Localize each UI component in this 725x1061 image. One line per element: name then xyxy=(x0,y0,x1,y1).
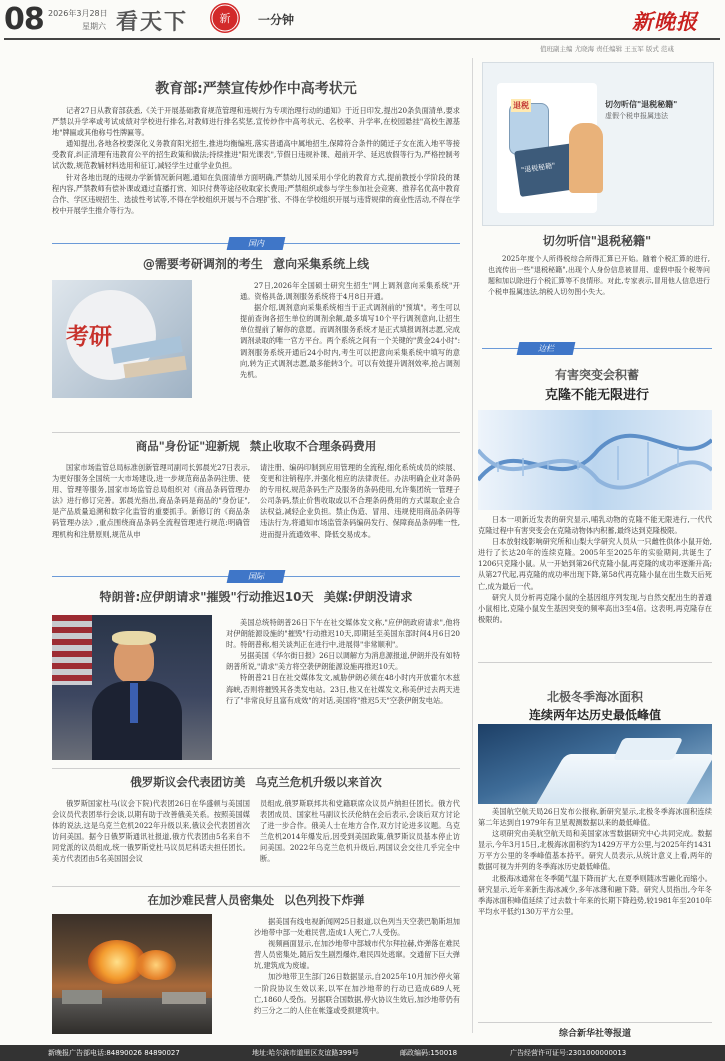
section-divider xyxy=(52,432,460,433)
article-headline: 特朗普:应伊朗请求"摧毁"行动推迟10天 xyxy=(99,590,314,604)
trump-photo xyxy=(52,615,212,760)
section-divider xyxy=(52,768,460,769)
editor-credits xyxy=(540,44,674,53)
article-paragraph: 据美国有线电视新闻网25日报道,以色列当天空袭巴勒斯坦加沙地带中部一处难民营,造成1人死亡,7人受伤。 xyxy=(254,917,460,938)
article-headline: 禁止收取不合理条码费用 xyxy=(249,439,377,453)
credit-label: 责任编辑 xyxy=(596,45,623,53)
newspaper-logo: 新晚报 xyxy=(632,9,698,34)
cartoon-caption: 虚假个税申报属违法 xyxy=(605,112,668,120)
article-trump xyxy=(52,587,460,765)
article-paragraph: 另据美国《华尔街日报》26日以调解方为消息源报道,伊朗并没有如特朗普所说,"请求"美方将空袭伊朗能源设施再推迟10天。 xyxy=(226,651,460,672)
article-barcode xyxy=(52,436,460,566)
article-paragraph: 据介绍,调剂意向采集系统相当于正式调剂前的"预填"。考生可以提前查询各招生单位的调剂余额,最多填写10个平行调剂意向,让招生单位提前了解你的意愿。而调剂服务系统才是正式填报调剂志愿,完成调剂录取的唯一官方平台。两个系统之间有一个关键的"黄金24小时":调剂服务系统开通后24小时内,考生可以把意向采集系统中填写的意向,转为正式调剂志愿,最多能转3个。可以有效提升调剂效率,抢占调剂先机。 xyxy=(240,303,460,379)
sidebar-headline: 切勿听信"退税秘籍" xyxy=(542,234,652,248)
cartoon-label: "退税秘籍" xyxy=(520,161,556,175)
category-label: 边栏 xyxy=(538,344,554,353)
masthead xyxy=(0,0,725,54)
category-band-sidebar xyxy=(482,342,712,355)
article-headline: 教育部:严禁宣传炒作中高考状元 xyxy=(155,81,357,97)
sidebar-headline: 克隆不能无限进行 xyxy=(544,388,649,403)
article-paragraph: 美国总统特朗普26日下午在社交媒体发文称,"应伊朗政府请求",他将对伊朗能源设施的"摧毁"行动推迟10天,即期延至美国东部时间4月6日20时。特朗普称,相关谈判正在进行中,进展得"非常顺利"。 xyxy=(226,618,460,650)
dna-image xyxy=(478,410,712,510)
footer-hotline: 新晚报广告部电话:84890026 84890027 xyxy=(48,1049,180,1057)
article-paragraph: 27日,2026年全国硕士研究生招生"网上调剂意向采集系统"开通。资格具备,调剂服务系统将于4月8日开通。 xyxy=(240,281,460,302)
credit-label: 版式 xyxy=(645,45,659,53)
credit-divider xyxy=(478,1022,712,1023)
kaoyan-image xyxy=(52,280,192,398)
cartoon-label: 退税 xyxy=(513,101,529,110)
footer-bar xyxy=(0,1045,725,1061)
sidebar-headline: 北极冬季海冰面积 xyxy=(546,690,643,704)
sidebar-paragraph: 日本一项新近发表的研究显示,哺乳动物的克隆不能无限进行,一代代克隆过程中有害突变会在克隆动物体内积蓄,最终达到克隆极限。 xyxy=(478,515,712,536)
article-headline: @需要考研调剂的考生 xyxy=(142,257,263,271)
sidebar-paragraph: 这项研究由美航空航天局和美国家冰雪数据研究中心共同完成。数据显示,今年3月15日,北极海冰面积约为1429万平方公里,与2025年约1431万平方公里的冬季峰值基本持平。研究人员表示,从统计意义上看,两年的数据可视为并列的冬季海冰历史最低峰值。 xyxy=(478,829,712,872)
article-russia xyxy=(52,772,460,884)
sidebar-headline: 连续两年达历史最低峰值 xyxy=(528,708,661,722)
sidebar-paragraph: 2025年度个人所得税综合所得汇算已开始。随着个税汇算的进行,也流传出一些"退税秘籍",出现个人身份信息被冒用、虚假申报个税等问题和加以除进行个税汇算等不良情形。对此,专家表示,冒用他人信息进行个税申报属违法,纳税人切勿图小失大。 xyxy=(488,255,710,296)
section-divider xyxy=(52,886,460,887)
cartoon-caption: 切勿听信"退税秘籍" xyxy=(605,100,678,109)
sidebar-paragraph: 日本放射线影响研究所和山梨大学研究人员从一只雌性供体小鼠开始,进行了长达20年的连续克隆。2005年至2025年的实验期间,共诞生了1206只克隆小鼠。从一开始到第26代克隆小鼠,再克隆的成功率逐渐升高;从第27代起,再克隆的成功率出现下降,第58代再克隆小鼠在出生数天后死亡,成为最后一代。 xyxy=(478,537,712,591)
kaoyan-image-caption: 考研 xyxy=(66,323,112,350)
masthead-rule xyxy=(4,38,720,40)
credit-label: 值班副主编 xyxy=(540,45,573,53)
article-paragraph: 通知提出,各地各校要深化义务教育阳光招生,推进均衡编班,落实普通高中属地招生,保障符合条件的随迁子女在流入地平等接受教育,纠正清理有违教育公平的招生政策和做法;持续推进"阳光课表",节假日违规补课、超前开学、延迟放假等行为,严格控制考试次数,规范教辅材料选用和征订,减轻学生过重学业负担。 xyxy=(52,139,460,171)
footer-license: 广告经营许可证号:2301000000013 xyxy=(510,1049,627,1057)
article-column-text: 请注册、编码印制到应用管理的全流程,细化系统成员的续展、变更和注销程序,并强化相应的法律责任。办法明确企业对条码的专用权,规范条码生产及服务的条码使用,允许集团统一管理子公司条码,禁止价售收取或以不合理条码费用的方式谋取企业合法权益,减轻企业负担。禁止伪造、冒用、违规使用商品条码等违法行为,将通知市场监管条码编码发行、保障商品条码唯一性,进而提升流通效率、降低交易成本。 xyxy=(260,463,460,539)
sidebar-paragraph: 研究人员分析再克隆小鼠的全基因组序列发现,与自然交配出生的普通小鼠相比,克隆小鼠发生基因突变的频率高出3至4倍。这表明,再克隆存在极限的。 xyxy=(478,592,712,624)
section-divider xyxy=(478,662,712,663)
page-number: 08 xyxy=(4,2,44,37)
tax-cartoon xyxy=(482,62,714,226)
article-paragraph: 特朗普21日在社交媒体发文,威胁伊朗必须在48小时内开放霍尔木兹海峡,否则将摧毁其各类发电站。23日,他又在社媒发文,称美伊过去两天进行了"非常良好且富有成效"的对话,美国将"推迟5天"空袭伊朗发电站。 xyxy=(226,673,460,705)
column-seal-icon xyxy=(210,3,240,33)
section-title: 看天下 xyxy=(116,10,189,35)
arctic-ice-image xyxy=(478,724,712,804)
article-headline: 以色列投下炸弹 xyxy=(284,893,365,907)
category-label: 国内 xyxy=(248,239,264,248)
svg-text:新: 新 xyxy=(219,12,231,25)
credit-value: 范彧 xyxy=(660,45,674,53)
issue-weekday: 星期六 xyxy=(82,22,106,31)
article-gaza xyxy=(52,890,460,1038)
footer-address: 地址:哈尔滨市道里区友谊路399号 xyxy=(252,1049,359,1057)
sidebar-paragraph: 北极海冰通常在冬季随气温下降而扩大,在夏季则随冰雪融化而缩小。研究显示,近年来新生海冰减少,多年冰薄和融下降。研究人员指出,今年冬季海冰面积峰值延续了过去数十年来的长期下降趋势,较1981年至2010年平均水平低约130万平方公里。 xyxy=(478,873,712,916)
article-paragraph: 针对各地出现的违规办学新情况新问题,通知在负面清单方面明确,严禁幼儿园采用小学化的教育方式,提前教授小学阶段的课程内容,严禁教师有偿补课或通过直播打赏、知识付费等途径收取家长费用;严禁组织或参与学生参加社会竞赛、推荐名优高中教育合作、学区违规招生、选拔性考试等,不得在学校组织开展与不合理扩张、不得在学校组织开展与违背规律的商业性活动,不得在学校中开展学生推介等行为。 xyxy=(52,172,460,215)
sidebar-headline: 有害突变会积蓄 xyxy=(554,368,639,382)
source-credit: 综合新华社等报道 xyxy=(558,1029,631,1039)
article-paragraph: 记者27日从教育部获悉,《关于开展基础教育规范管理和违规行为专项治理行动的通知》于近日印发,提出20条负面清单,要求严禁以升学率或考试成绩对学校进行排名,对教师进行排名奖惩,宣传炒作中高考状元、名校率、升学率,在校园悬挂"高校生源基地"牌匾或其他称号性牌匾等。 xyxy=(52,106,460,138)
category-label: 国际 xyxy=(248,572,264,581)
article-column-text: 员组成,俄罗斯联邦共和党籍联席众议员卢纳担任团长。俄方代表团成员、国家杜马副议长沃伦纳在会后表示,会谈后双方讨论了进一步合作。俄美人士在地方合作,双方讨论进多议题。乌克兰危机2014年爆发后,因受到美国政策,俄罗斯议员基本停止访问美国。2022年乌克兰危机升级后,两国议会交往几乎完全中断。 xyxy=(260,799,460,864)
article-headline: 乌克兰危机升级以来首次 xyxy=(255,775,382,789)
column-name: 一分钟 xyxy=(258,13,295,27)
article-headline: 商品"身份证"迎新规 xyxy=(135,439,240,453)
credit-value: 王玉军 xyxy=(624,45,644,53)
article-column-text: 俄罗斯国家杜马(议会下院)代表团26日在华盛顿与美国国会议员代表团举行会谈,以期有助于改善俄美关系。按照美国媒体的说法,这是乌克兰危机2022年升级以来,俄议会代表团首次访问美国。据今日俄罗斯通讯社报道,俄方代表团由5名来自不同党派的议员组成,统一俄罗斯党杜马议员尼科诺夫担任团长。美方代表团由5名美国国会议 xyxy=(52,799,250,864)
category-band-international xyxy=(52,570,460,583)
issue-date: 2026年3月28日 xyxy=(48,9,108,18)
article-headline: 俄罗斯议会代表团访美 xyxy=(130,775,246,789)
article-headline: 美媒:伊朗没请求 xyxy=(323,590,413,604)
footer-postcode: 邮政编码:150018 xyxy=(400,1049,458,1057)
sidebar-paragraph: 美国航空航天局26日发布公报称,新研究显示,北极冬季海冰面积连续第二年达到自1979年有卫星观测数据以来的最低峰值。 xyxy=(478,807,712,828)
article-paragraph: 视频画面显示,在加沙地带中部城市代尔拜拉赫,炸弹落在难民营人员密集处,随后发生剧烈爆炸,难民四处逃窜。交通留下巨大弹坑,建筑成为废墟。 xyxy=(254,939,460,971)
article-kaoyan xyxy=(52,254,460,432)
article-paragraph: 加沙地带卫生部门26日数据显示,自2025年10月加沙停火第一阶段协议生效以来,以军在加沙地带的行动已造成689人死亡,1860人受伤。另据联合国数据,停火协议生效后,加沙地带仍有约三分之二的人住在帐篷或受损建筑中。 xyxy=(254,972,460,1015)
article-headline: 在加沙难民营人员密集处 xyxy=(147,893,274,907)
article-headline: 意向采集系统上线 xyxy=(273,257,370,271)
gaza-photo xyxy=(52,914,212,1034)
article-education xyxy=(52,78,460,240)
category-band-domestic xyxy=(52,237,460,250)
column-divider xyxy=(472,58,473,1033)
credit-value: 尤晓海 xyxy=(574,45,595,53)
article-column-text: 国家市场监管总局标准创新管理司副司长郭晨光27日表示,为更好服务全国统一大市场建设,进一步规范商品条码注册、使用、管理等服务,国家市场监管总局组织对《商品条码管理办法》进行修订完善。郭晨光指出,商品条码是商品的"身份证",是产品质量追溯和数字化监管的重要抓手。新修订的《商品条码管理办法》,重点围绕商品条码全流程管理进行规范:明确管理机构和注册原则,规范从申 xyxy=(52,463,250,539)
